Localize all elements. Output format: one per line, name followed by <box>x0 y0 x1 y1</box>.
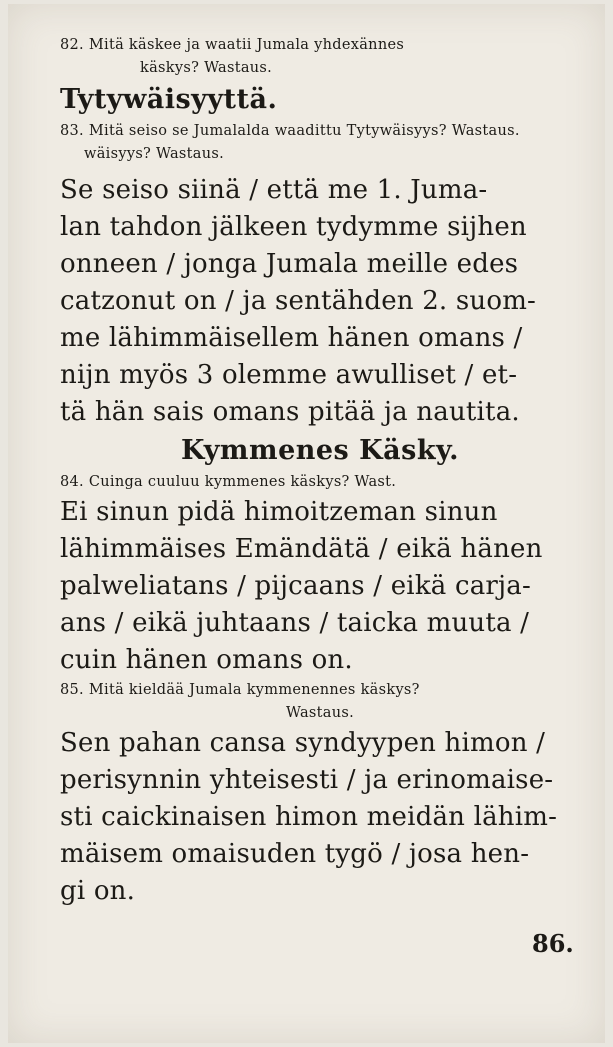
answer-83-line-1: Se seiso siinä / että me 1. Juma- <box>60 175 488 205</box>
section-heading-contentment: Tytywäisyyttä. <box>60 84 278 115</box>
question-85-answer-label: Wastaus. <box>286 705 354 721</box>
book-page <box>8 4 605 1043</box>
question-82-answer-label: käskys? Wastaus. <box>140 60 273 76</box>
answer-83-line-3: onneen / jonga Jumala meille edes <box>60 249 519 279</box>
answer-83-line-4: catzonut on / ja sentähden 2. suom- <box>60 286 537 316</box>
answer-83-line-7: tä hän sais omans pitää ja nautita. <box>60 397 520 427</box>
answer-85-line-3: sti caickinaisen himon meidän lähim- <box>60 802 558 832</box>
answer-85-line-1: Sen pahan cansa syndyypen himon / <box>60 728 546 758</box>
answer-84-line-5: cuin hänen omans on. <box>60 645 353 675</box>
page-text <box>60 34 580 910</box>
answer-84-line-4: ans / eikä juhtaans / taicka muuta / <box>60 608 530 638</box>
answer-83-line-5: me lähimmäisellem hänen omans / <box>60 323 523 353</box>
section-heading-tenth-commandment: Kymmenes Käsky. <box>180 435 460 466</box>
answer-83-line-2: lan tahdon jälkeen tydymme sijhen <box>60 212 527 242</box>
question-82: 82. Mitä käskee ja waatii Jumala yhdexännes <box>60 37 405 53</box>
answer-84-line-2: lähimmäises Emändätä / eikä hänen <box>60 534 543 564</box>
question-84: 84. Cuinga cuuluu kymmenes käskys? Wast. <box>60 474 397 490</box>
answer-85-line-4: mäisem omaisuden tygö / josa hen- <box>60 839 530 869</box>
answer-83-line-6: nijn myös 3 olemme awulliset / et- <box>60 360 518 390</box>
question-83-continuation: wäisyys? Wastaus. <box>84 146 225 162</box>
answer-85-line-2: perisynnin yhteisesti / ja erinomaise- <box>60 765 554 795</box>
page-number: 86. <box>532 929 574 958</box>
question-85: 85. Mitä kieldää Jumala kymmenennes käskys? <box>60 682 420 698</box>
answer-85-line-5: gi on. <box>60 876 136 906</box>
answer-84-line-1: Ei sinun pidä himoitzeman sinun <box>60 497 498 527</box>
question-83: 83. Mitä seiso se Jumalalda waadittu Tytywäisyys? Wastaus. <box>60 123 520 139</box>
answer-84-line-3: palweliatans / pijcaans / eikä carja- <box>60 571 531 601</box>
